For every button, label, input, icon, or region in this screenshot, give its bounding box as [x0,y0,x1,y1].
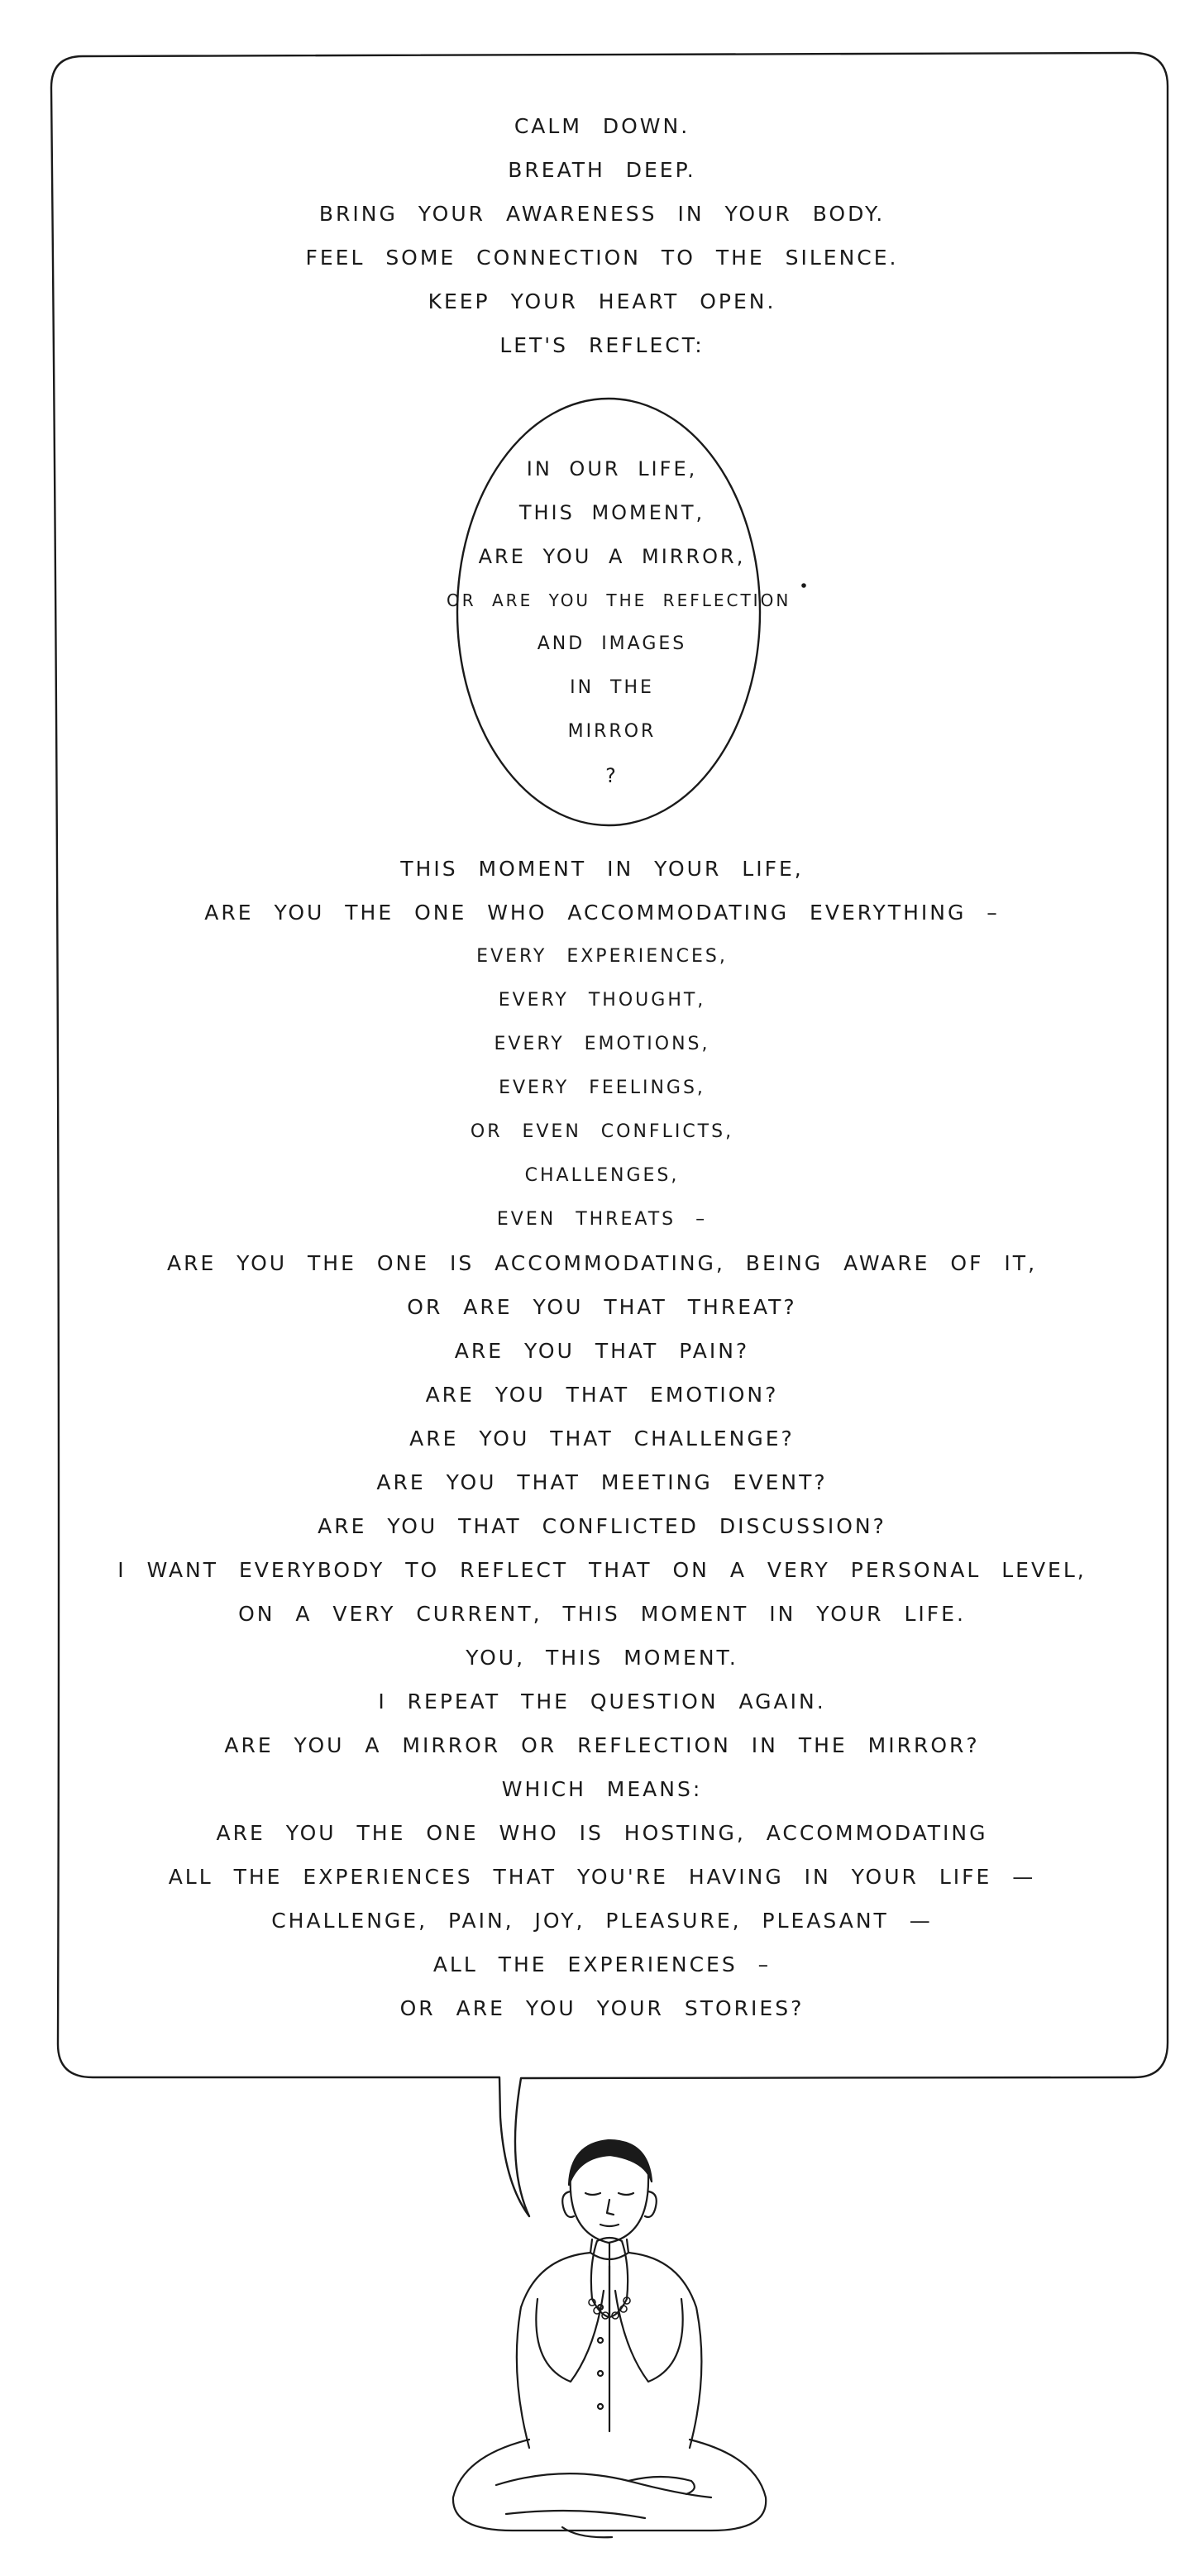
body-line-22: WHICH MEANS: [501,1777,703,1801]
body-line-25: CHALLENGE, PAIN, JOY, PLEASURE, PLEASANT — [271,1909,933,1933]
body-line-27: OR ARE YOU YOUR STORIES? [399,1996,805,2020]
body-line-23: ARE YOU THE ONE WHO IS HOSTING, ACCOMMODATING [216,1821,988,1845]
body-line-13: ARE YOU THAT EMOTION? [425,1383,779,1407]
oval-line-6: IN THE [570,677,654,698]
intro-line-5: KEEP YOUR HEART OPEN. [428,289,776,313]
body-line-10: ARE YOU THE ONE IS ACCOMMODATING, BEING AWARE OF IT, [166,1251,1038,1275]
body-line-7: OR EVEN CONFLICTS, [470,1121,734,1142]
body-line-8: CHALLENGES, [524,1165,680,1186]
intro-line-6: LET'S REFLECT: [499,333,705,357]
body-line-21: ARE YOU A MIRROR OR REFLECTION IN THE MIRROR? [224,1733,980,1757]
intro-line-1: CALM DOWN. [514,114,690,138]
body-line-2: ARE YOU THE ONE WHO ACCOMMODATING EVERYTHING – [204,901,1000,925]
meditating-man-illustration [453,2140,766,2537]
oval-line-1: IN OUR LIFE, [526,457,698,480]
body-line-18: ON A VERY CURRENT, THIS MOMENT IN YOUR LIFE. [238,1602,966,1626]
body-line-5: EVERY EMOTIONS, [494,1034,710,1054]
oval-line-3: ARE YOU A MIRROR, [478,545,746,568]
body-line-11: OR ARE YOU THAT THREAT? [407,1295,797,1319]
body-line-14: ARE YOU THAT CHALLENGE? [409,1427,795,1450]
body-line-15: ARE YOU THAT MEETING EVENT? [376,1470,828,1494]
intro-line-2: BREATH DEEP. [508,158,696,182]
oval-line-4: OR ARE YOU THE REFLECTION [447,590,791,610]
oval-line-2: THIS MOMENT, [518,501,705,524]
body-line-1: THIS MOMENT IN YOUR LIFE, [400,857,804,881]
body-line-3: EVERY EXPERIENCES, [476,946,728,967]
body-line-26: ALL THE EXPERIENCES – [432,1952,772,1976]
body-line-9: EVEN THREATS – [496,1209,708,1230]
body-line-24: ALL THE EXPERIENCES THAT YOU'RE HAVING IN YOUR LIFE — [168,1865,1036,1889]
body-line-17: I WANT EVERYBODY TO REFLECT THAT ON A VERY PERSONAL LEVEL, [117,1558,1087,1582]
oval-line-8: ? [605,764,619,787]
oval-line-5: AND IMAGES [537,633,687,654]
body-line-12: ARE YOU THAT PAIN? [454,1339,750,1363]
body-line-19: YOU, THIS MOMENT. [466,1646,738,1670]
oval-line-7: MIRROR [567,721,657,742]
intro-line-4: FEEL SOME CONNECTION TO THE SILENCE. [305,246,899,270]
body-line-6: EVERY FEELINGS, [499,1078,705,1098]
body-line-16: ARE YOU THAT CONFLICTED DISCUSSION? [318,1514,886,1538]
body-line-4: EVERY THOUGHT, [498,990,706,1011]
intro-line-3: BRING YOUR AWARENESS IN YOUR BODY. [318,202,886,226]
body-line-20: I REPEAT THE QUESTION AGAIN. [378,1689,826,1713]
